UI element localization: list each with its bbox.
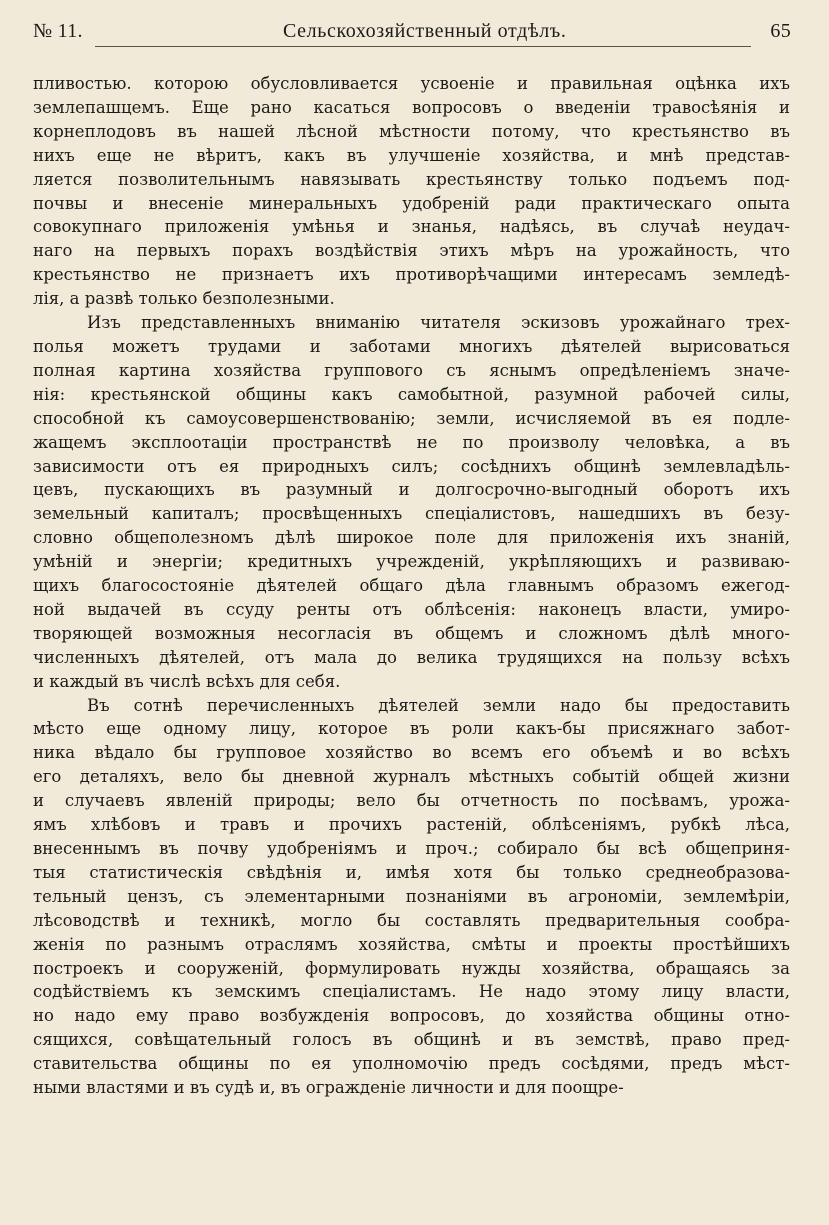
text-line: словно общеполезномъ дѣлѣ широкое поле для приложенія ихъ знаній, xyxy=(33,528,790,548)
text-line: корнеплодовъ въ нашей лѣсной мѣстности потому, что крестьянство въ xyxy=(33,121,790,141)
text-line: жащемъ эксплоотаціи пространствѣ не по произволу человѣка, а въ xyxy=(33,432,790,452)
paragraph xyxy=(33,72,790,311)
text-line: ямъ хлѣбовъ и травъ и прочихъ растеній, облѣсеніямъ, рубкѣ лѣса, xyxy=(33,815,790,835)
text-line: его деталяхъ, вело бы дневной журналъ мѣстныхъ событій общей жизни xyxy=(33,767,790,787)
text-line: нихъ еще не вѣритъ, какъ въ улучшеніе хозяйства, и мнѣ представ- xyxy=(33,145,790,165)
text-line: женія по разнымъ отраслямъ хозяйства, смѣты и проекты простѣйшихъ xyxy=(33,934,790,954)
text-line: Изъ представленныхъ вниманію читателя эскизовъ урожайнаго трех- xyxy=(87,313,790,333)
text-line: наго на первыхъ порахъ воздѣйствія этихъ мѣръ на урожайность, что xyxy=(33,241,790,261)
text-line: тыя статистическія свѣдѣнія и, имѣя хотя бы только среднеобразова- xyxy=(33,862,790,882)
text-line: землепашцемъ. Еще рано касаться вопросовъ о введеніи травосѣянія и xyxy=(33,97,790,117)
text-line: земельный капиталъ; просвѣщенныхъ спеціалистовъ, нашедшихъ въ безу- xyxy=(33,504,790,524)
header-rule xyxy=(95,46,751,47)
text-line: щихъ благосостояніе дѣятелей общаго дѣла главнымъ образомъ ежегод- xyxy=(33,576,790,596)
text-line: численныхъ дѣятелей, отъ мала до велика трудящихся на пользу всѣхъ xyxy=(33,647,790,667)
text-line: сящихся, совѣщательный голосъ въ общинѣ и въ земствѣ, право пред- xyxy=(33,1030,790,1050)
text-line: крестьянство не признаетъ ихъ противорѣчащими интересамъ земледѣ- xyxy=(33,265,790,285)
text-line: лѣсоводствѣ и техникѣ, могло бы составлять предварительныя сообра- xyxy=(33,910,790,930)
text-line: цевъ, пускающихъ въ разумный и долгосрочно-выгодный оборотъ ихъ xyxy=(33,480,790,500)
text-line: нія: крестьянской общины какъ самобытной, разумной рабочей силы, xyxy=(33,384,790,404)
text-line: и случаевъ явленій природы; вело бы отчетность по посѣвамъ, урожа- xyxy=(33,791,790,811)
text-line: ставительства общины по ея уполномочію предъ сосѣдями, предъ мѣст- xyxy=(33,1054,790,1074)
text-line: тельный цензъ, съ элементарными познаніями въ агрономіи, землемѣріи, xyxy=(33,886,790,906)
page-header xyxy=(33,18,791,48)
text-line: совокупнаго приложенія умѣнья и знанья, надѣясь, въ случаѣ неудач- xyxy=(33,217,790,237)
text-line: лія, а развѣ только безполезными. xyxy=(33,289,335,309)
text-line: ными властями и въ судѣ и, въ огражденіе личности и для поощре- xyxy=(33,1078,624,1098)
text-line: умѣній и энергіи; кредитныхъ учрежденій, укрѣпляющихъ и развиваю- xyxy=(33,552,790,572)
text-line: построекъ и сооруженій, формулировать нужды хозяйства, обращаясь за xyxy=(33,958,790,978)
text-line: мѣсто еще одному лицу, которое въ роли какъ-бы присяжнаго забот- xyxy=(33,719,790,739)
text-line: пливостью. которою обусловливается усвоеніе и правильная оцѣнка ихъ xyxy=(33,74,790,93)
text-line: и каждый въ числѣ всѣхъ для себя. xyxy=(33,671,341,691)
page-number: 65 xyxy=(770,20,791,42)
page-body xyxy=(33,72,790,1100)
section-title: Сельскохозяйственный отдѣлъ. xyxy=(283,20,567,42)
paragraph xyxy=(33,311,790,694)
text-line: зависимости отъ ея природныхъ силъ; сосѣднихъ общинѣ землевладѣль- xyxy=(33,456,790,476)
text-line: содѣйствіемъ къ земскимъ спеціалистамъ. Не надо этому лицу власти, xyxy=(33,982,790,1002)
text-line: внесеннымъ въ почву удобреніямъ и проч.; собирало бы всѣ общеприня- xyxy=(33,839,790,858)
text-line: но надо ему право возбужденія вопросовъ, до хозяйства общины отно- xyxy=(33,1006,790,1026)
text-line: ника вѣдало бы групповое хозяйство во всемъ его объемѣ и во всѣхъ xyxy=(33,743,790,763)
text-line: полная картина хозяйства группового съ яснымъ опредѣленіемъ значе- xyxy=(33,360,790,380)
text-line: способной къ самоусовершенствованію; земли, исчисляемой въ ея подле- xyxy=(33,408,790,428)
text-line: Въ сотнѣ перечисленныхъ дѣятелей земли надо бы предоставить xyxy=(87,695,790,715)
text-line: почвы и внесеніе минеральныхъ удобреній ради практическаго опыта xyxy=(33,193,790,213)
issue-number: № 11. xyxy=(33,20,83,42)
text-line: ной выдачей въ ссуду ренты отъ облѣсенія: наконецъ власти, умиро- xyxy=(33,599,790,619)
text-line: полья можетъ трудами и заботами многихъ дѣятелей вырисоваться xyxy=(33,336,790,356)
paragraph xyxy=(33,694,790,1100)
text-line: творяющей возможныя несогласія въ общемъ и сложномъ дѣлѣ много- xyxy=(33,623,790,643)
text-line: ляется позволительнымъ навязывать крестьянству только подъемъ под- xyxy=(33,169,790,189)
